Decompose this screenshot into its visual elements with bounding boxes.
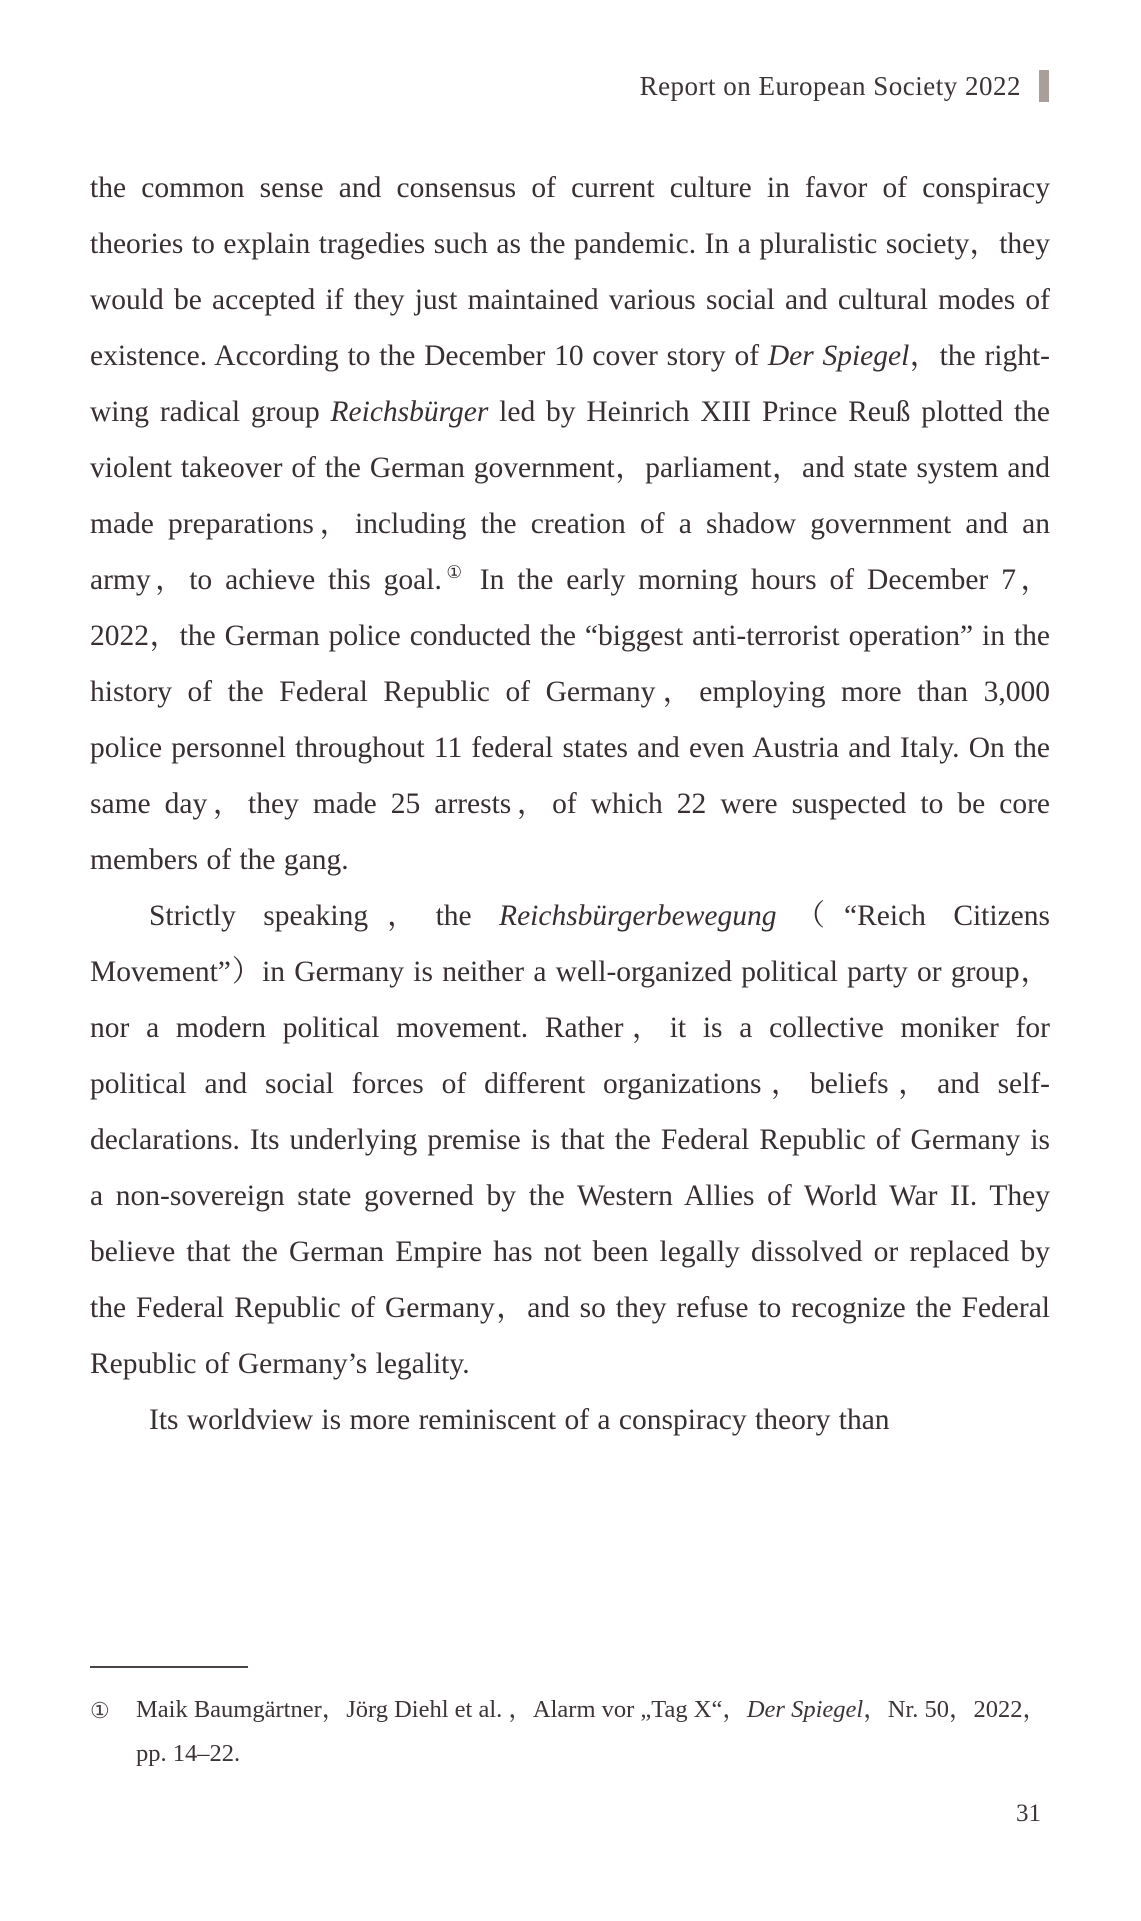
footnote-marker: ① xyxy=(90,1698,110,1723)
paragraph-reichsbuerger-movement: Strictly speaking，the Reichsbürgerbewegung（“Reich Citizens Movement”）in Germany is neither a well-organized political party or group，nor a modern political movement. Rather，it is a collective moniker for political and social forces of different organizations，beliefs，and self-declarations. Its underlying premise is that the Federal Republic of Germany is a non-sovereign state governed by the Western Allies of World War II. They believe that the German Empire has not been legally dissolved or replaced by the Federal Republic of Germany，and so they refuse to recognize the Federal Republic of Germany’s legality. xyxy=(90,900,1050,1380)
header-bar-ornament xyxy=(1039,70,1049,102)
paragraph-pandemic-raid: the common sense and consensus of current culture in favor of conspiracy theories to explain tragedies such as the pandemic. In a pluralistic society，they would be accepted if they just maintained various social and cultural modes of existence. According to the December 10 cover story of Der Spiegel，the right-wing radical group Reichsbürger led by Heinrich XIII Prince Reuß plotted the violent takeover of the German government，parliament，and state system and made preparations，including the creation of a shadow government and an army，to achieve this goal.① In the early morning hours of December 7，2022，the German police conducted the “biggest anti-terrorist operation” in the history of the Federal Republic of Germany，employing more than 3,000 police personnel throughout 11 federal states and even Austria and Italy. On the same day，they made 25 arrests，of which 22 were suspected to be core members of the gang. xyxy=(90,172,1050,876)
running-header-title: Report on European Society 2022 xyxy=(639,70,1021,101)
paragraph-worldview: Its worldview is more reminiscent of a conspiracy theory than xyxy=(149,1404,890,1436)
body-text xyxy=(90,160,1050,1448)
page-number: 31 xyxy=(1016,1800,1041,1827)
footnote-text: Maik Baumgärtner，Jörg Diehl et al. ，Alarm vor „Tag X“，Der Spiegel，Nr. 50，2022，pp. 14–22. xyxy=(136,1696,1047,1767)
footnote xyxy=(90,1688,1050,1776)
footnote-separator xyxy=(90,1666,248,1668)
running-header xyxy=(0,70,1049,102)
